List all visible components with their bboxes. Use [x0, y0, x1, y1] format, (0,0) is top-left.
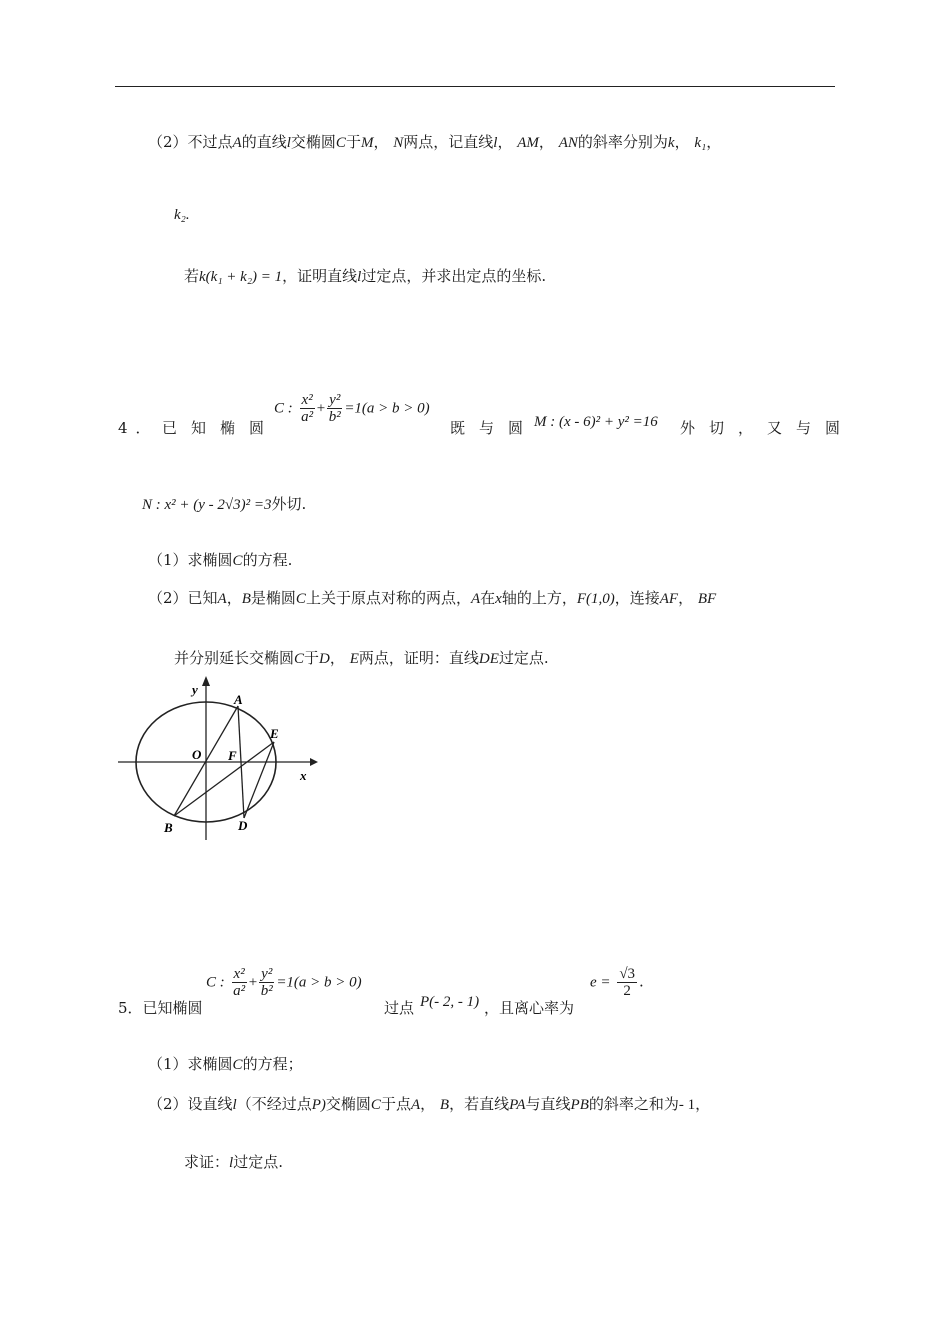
text: . — [639, 972, 644, 991]
math-l: l — [232, 1097, 237, 1113]
text: ， — [373, 133, 389, 151]
q4-part2-line1 — [148, 588, 716, 609]
q5-part1 — [148, 1054, 303, 1075]
q4-ellipse-formula — [274, 392, 430, 425]
q4-intro: 已知椭圆 — [162, 419, 279, 437]
q5-part2-line2 — [184, 1152, 283, 1173]
math-k2: k₂. — [174, 207, 190, 223]
math-C: C — [294, 651, 305, 667]
math-C: C — [335, 135, 346, 151]
q4-tangent: 外切，又与圆 — [680, 419, 855, 437]
math-l: l — [357, 269, 362, 285]
text: ， — [706, 133, 722, 151]
q4-part2-line2 — [174, 648, 549, 669]
math-N: N — [393, 135, 404, 151]
text: 的斜率分别为 — [577, 133, 668, 151]
math-AF: AF — [659, 591, 679, 607]
q3-part2-line2 — [174, 204, 190, 225]
text: ，且离心率为 — [484, 999, 575, 1017]
text: 过定点，并求出定点的坐标. — [361, 267, 547, 285]
q4-stem — [118, 392, 855, 452]
denominator: 2 — [623, 983, 631, 999]
math-PA: PA — [509, 1097, 526, 1113]
label-O: O — [192, 747, 202, 762]
math-P: P(- 2, - 1) — [420, 994, 480, 1010]
math-A: A — [217, 591, 227, 607]
math-A: A — [470, 591, 481, 607]
q5-part2-line1 — [148, 1094, 710, 1115]
math-rhs: =1(a > b > 0) — [276, 974, 362, 991]
label-y: y — [192, 682, 198, 697]
q4-circle-N-line — [142, 494, 306, 515]
denominator: b² — [328, 409, 341, 425]
math-rhs: =1(a > b > 0) — [344, 400, 430, 417]
text: ， — [678, 589, 694, 607]
text: （1）求椭圆 — [148, 551, 233, 569]
math-C: C : — [206, 974, 225, 991]
label-x: x — [300, 768, 307, 783]
text: 于 — [304, 649, 320, 667]
header-rule — [115, 86, 835, 87]
text: 的方程. — [242, 551, 293, 569]
math-D: D — [319, 651, 330, 667]
math-circle-N: N : x² + (y - 2√3)² =3 — [142, 497, 272, 513]
fraction-sqrt3-2 — [617, 966, 637, 999]
math-B: B — [241, 591, 251, 607]
math-A: A — [410, 1097, 421, 1113]
text: ，若直线 — [449, 1095, 510, 1113]
text: 的直线 — [241, 133, 287, 151]
math-l: l — [493, 135, 498, 151]
text: 求证： — [184, 1153, 230, 1171]
math-M: M — [360, 135, 374, 151]
math-C: C — [232, 553, 243, 569]
numerator: y² — [261, 966, 273, 982]
denominator: b² — [260, 983, 273, 999]
q4-part1 — [148, 550, 292, 571]
text: 若 — [184, 267, 200, 285]
q4-ji: 既与圆 — [450, 419, 538, 437]
text: 过定点. — [498, 649, 549, 667]
math-x: x — [495, 591, 502, 607]
text: （1）求椭圆 — [148, 1055, 233, 1073]
q4-circle-M: M : (x - 6)² + y² =16 — [534, 414, 658, 430]
text: 外切. — [271, 495, 307, 513]
text: 与直线 — [525, 1095, 571, 1113]
y-axis-arrow — [202, 676, 210, 686]
q4-number: 4． — [118, 419, 159, 437]
plus: + — [316, 400, 326, 417]
text: （不经过点 — [236, 1095, 312, 1113]
q5-number: 5．已知椭圆 — [118, 999, 203, 1017]
x-axis-arrow — [310, 758, 318, 766]
text: 上关于原点对称的两点， — [305, 589, 471, 607]
text: 交椭圆 — [290, 133, 336, 151]
math-PB: PB — [570, 1097, 589, 1113]
text: ， — [226, 589, 242, 607]
text: 在 — [480, 589, 496, 607]
label-F: F — [228, 748, 237, 763]
text: （2）已知 — [148, 589, 218, 607]
math-condition: k(k₁ + k₂) = 1 — [199, 269, 283, 285]
q3-part2-condition — [184, 266, 546, 287]
math-k1: k₁ — [694, 135, 707, 151]
math-BF: BF — [697, 591, 717, 607]
numerator: √3 — [619, 966, 636, 982]
text: 并分别延长交椭圆 — [174, 649, 295, 667]
numerator: x² — [301, 392, 313, 408]
text: ， — [695, 1095, 711, 1113]
text: 的方程； — [242, 1055, 303, 1073]
text: ， — [497, 133, 513, 151]
math-P: P) — [311, 1097, 326, 1113]
label-B: B — [164, 820, 173, 835]
text: 是椭圆 — [250, 589, 296, 607]
numerator: x² — [233, 966, 245, 982]
numerator: y² — [329, 392, 341, 408]
fraction-y2-b2 — [259, 966, 274, 999]
math-B: B — [439, 1097, 450, 1113]
text: ，连接 — [614, 589, 660, 607]
text: （2）设直线 — [148, 1095, 233, 1113]
text: ，证明直线 — [282, 267, 358, 285]
text: （2）不过点 — [148, 133, 233, 151]
denominator: a² — [301, 409, 314, 425]
q5-ellipse-formula — [206, 966, 362, 999]
fraction-y2-b2 — [327, 392, 342, 425]
math-l: l — [229, 1155, 234, 1171]
text: 过点 — [384, 999, 415, 1017]
math-C: C — [295, 591, 306, 607]
math-k: k — [667, 135, 675, 151]
plus: + — [248, 974, 258, 991]
math-AN: AN — [558, 135, 578, 151]
text: 轴的上方， — [501, 589, 577, 607]
text: 的斜率之和为 — [588, 1095, 679, 1113]
text: 于 — [345, 133, 361, 151]
text: 两点，记直线 — [403, 133, 494, 151]
text: ， — [674, 133, 690, 151]
label-D: D — [238, 818, 248, 833]
math-DE: DE — [478, 651, 499, 667]
denominator: a² — [233, 983, 246, 999]
q4-ellipse-figure — [110, 672, 330, 844]
fraction-x2-a2 — [232, 966, 247, 999]
math-l: l — [286, 135, 291, 151]
q3-part2-line1 — [148, 132, 721, 153]
text: ， — [538, 133, 554, 151]
math-value: - 1 — [678, 1097, 696, 1113]
text: 于点 — [380, 1095, 411, 1113]
text: 过定点. — [233, 1153, 283, 1171]
text: 两点，证明：直线 — [358, 649, 479, 667]
math-E: E — [349, 651, 359, 667]
math-C: C : — [274, 400, 293, 417]
math-C: C — [370, 1097, 381, 1113]
math-e: e = — [590, 974, 611, 991]
q5-stem — [118, 966, 834, 1026]
math-A: A — [232, 135, 242, 151]
label-E: E — [270, 726, 279, 741]
label-A: A — [234, 692, 243, 707]
fraction-x2-a2 — [300, 392, 315, 425]
text: ， — [420, 1095, 436, 1113]
math-C: C — [232, 1057, 243, 1073]
q5-eccentricity — [590, 966, 644, 999]
math-AM: AM — [517, 135, 539, 151]
text: 交椭圆 — [325, 1095, 371, 1113]
math-F: F(1,0) — [576, 591, 615, 607]
text: ， — [329, 649, 345, 667]
